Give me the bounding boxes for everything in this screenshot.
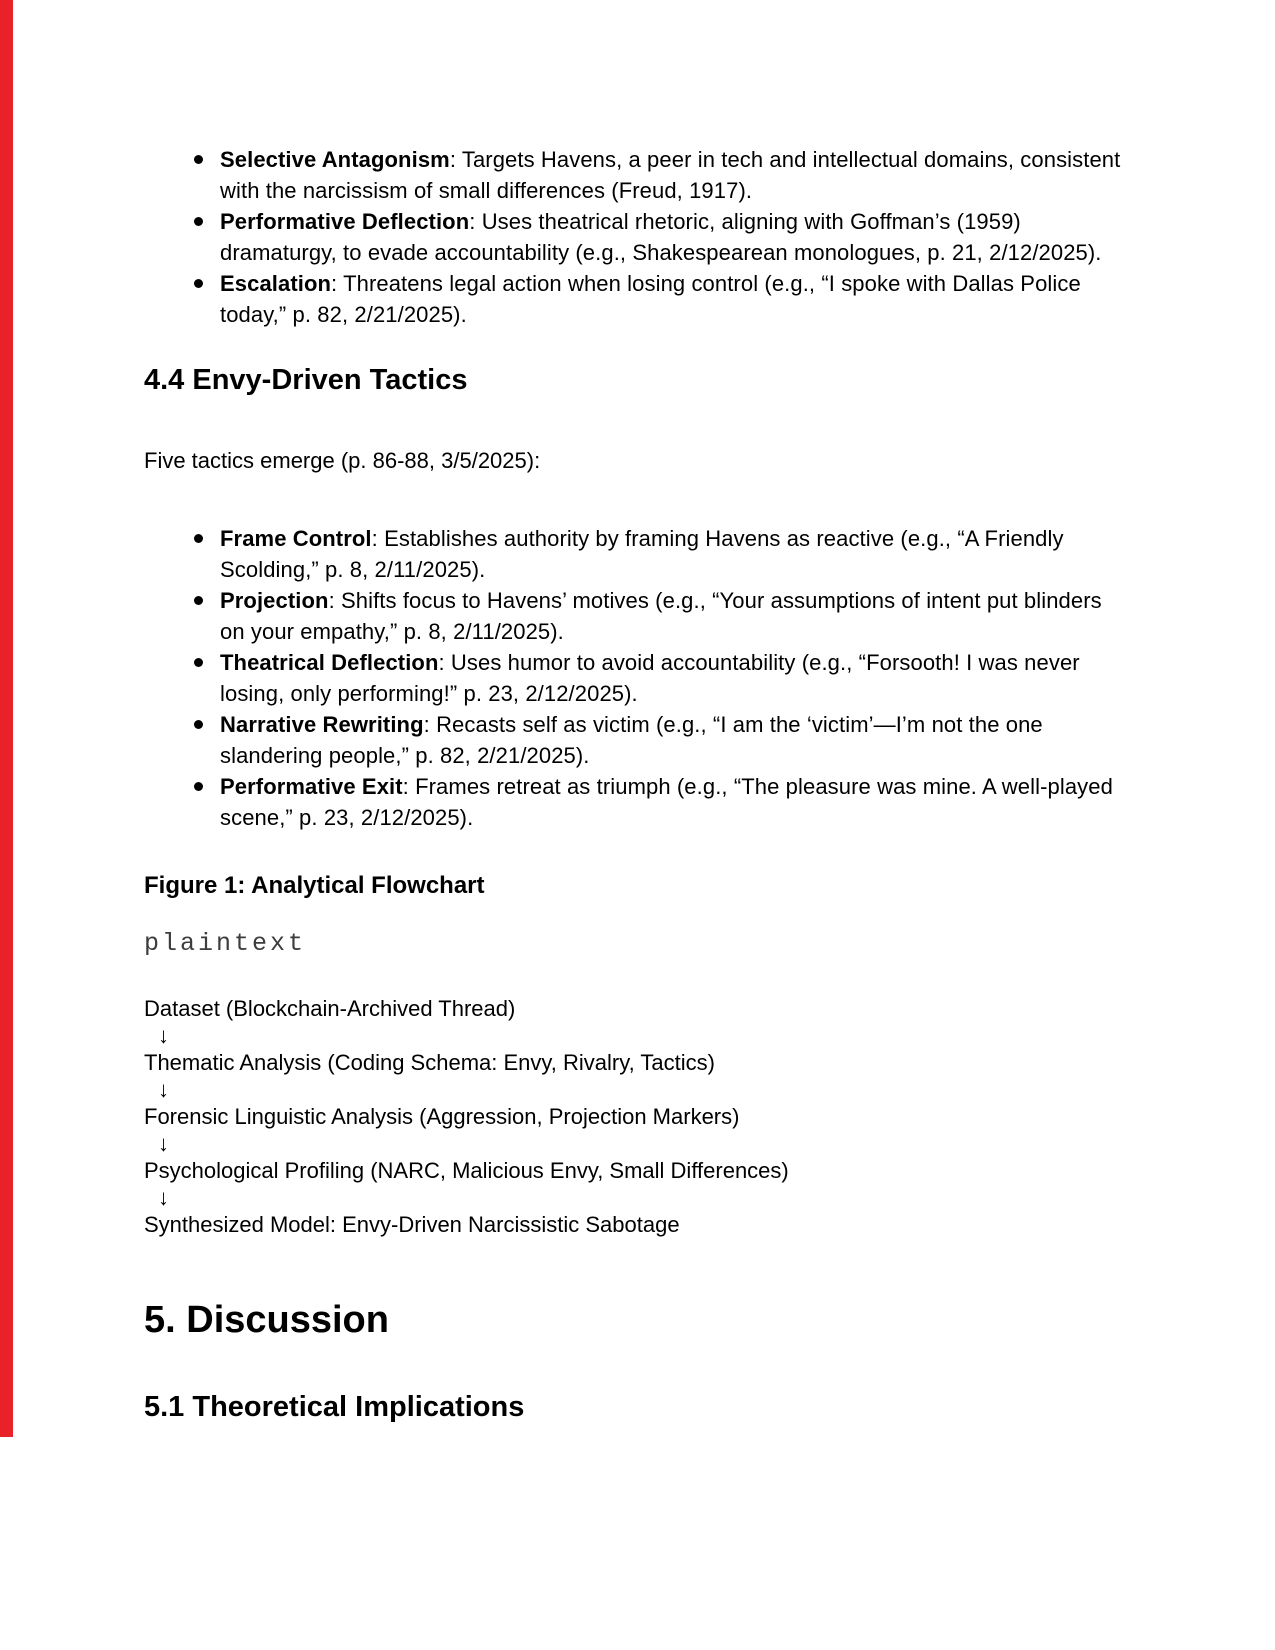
tactics-list-4-4 (144, 523, 1131, 833)
term-label: Performative Deflection (220, 209, 470, 234)
bullet-icon (194, 534, 203, 543)
code-language-label: plaintext (144, 929, 307, 958)
list-item (220, 647, 1131, 709)
term-description: : Targets Havens, a peer in tech and intellectual domains, consistent with the narcissism of small differences (Freud, 1917). (220, 147, 1121, 203)
bullet-icon (194, 217, 203, 226)
bullet-icon (194, 596, 203, 605)
flow-step: Thematic Analysis (Coding Schema: Envy, Rivalry, Tactics) (144, 1050, 715, 1075)
term-label: Projection (220, 588, 329, 613)
flow-step: Forensic Linguistic Analysis (Aggression, Projection Markers) (144, 1104, 740, 1129)
term-description: : Uses humor to avoid accountability (e.g., “Forsooth! I was never losing, only performing!” p. 23, 2/12/2025). (220, 650, 1080, 706)
analytical-flowchart (144, 995, 1131, 1238)
bullet-icon (194, 782, 203, 791)
section-intro: Five tactics emerge (p. 86-88, 3/5/2025): (144, 448, 541, 473)
term-label: Performative Exit (220, 774, 403, 799)
flow-step: Psychological Profiling (NARC, Malicious Envy, Small Differences) (144, 1158, 789, 1183)
list-item (220, 144, 1131, 206)
down-arrow-icon: ↓ (158, 1131, 169, 1156)
figure-caption: Figure 1: Analytical Flowchart (144, 872, 485, 899)
list-item (220, 206, 1131, 268)
term-description: : Uses theatrical rhetoric, aligning with Goffman’s (1959) dramaturgy, to evade accountability (e.g., Shakespearean monologues, p. 21, 2/12/2025). (220, 209, 1102, 265)
down-arrow-icon: ↓ (158, 1023, 169, 1048)
down-arrow-icon: ↓ (158, 1077, 169, 1102)
term-description: : Shifts focus to Havens’ motives (e.g., “Your assumptions of intent put blinders on your empathy,” p. 8, 2/11/2025). (220, 588, 1102, 644)
term-label: Selective Antagonism (220, 147, 450, 172)
list-item (220, 523, 1131, 585)
section-heading-4-4: 4.4 Envy-Driven Tactics (144, 364, 468, 396)
flow-step: Synthesized Model: Envy-Driven Narcissistic Sabotage (144, 1212, 680, 1237)
down-arrow-icon: ↓ (158, 1185, 169, 1210)
tactics-list-4-3 (144, 144, 1131, 330)
bullet-icon (194, 279, 203, 288)
term-label: Narrative Rewriting (220, 712, 424, 737)
term-label: Frame Control (220, 526, 372, 551)
list-item (220, 771, 1131, 833)
bullet-icon (194, 720, 203, 729)
term-description: : Threatens legal action when losing control (e.g., “I spoke with Dallas Police today,” p. 82, 2/21/2025). (220, 271, 1081, 327)
section-heading-5-1: 5.1 Theoretical Implications (144, 1391, 525, 1423)
term-description: : Recasts self as victim (e.g., “I am the ‘victim’—I’m not the one slandering people,” p. 82, 2/21/2025). (220, 712, 1043, 768)
bullet-icon (194, 155, 203, 164)
term-label: Theatrical Deflection (220, 650, 439, 675)
bullet-icon (194, 658, 203, 667)
section-heading-5: 5. Discussion (144, 1299, 389, 1341)
term-description: : Establishes authority by framing Havens as reactive (e.g., “A Friendly Scolding,” p. 8, 2/11/2025). (220, 526, 1064, 582)
list-item (220, 709, 1131, 771)
list-item (220, 585, 1131, 647)
flow-step: Dataset (Blockchain-Archived Thread) (144, 996, 516, 1021)
list-item (220, 268, 1131, 330)
term-description: : Frames retreat as triumph (e.g., “The pleasure was mine. A well-played scene,” p. 23, 2/12/2025). (220, 774, 1113, 830)
term-label: Escalation (220, 271, 332, 296)
